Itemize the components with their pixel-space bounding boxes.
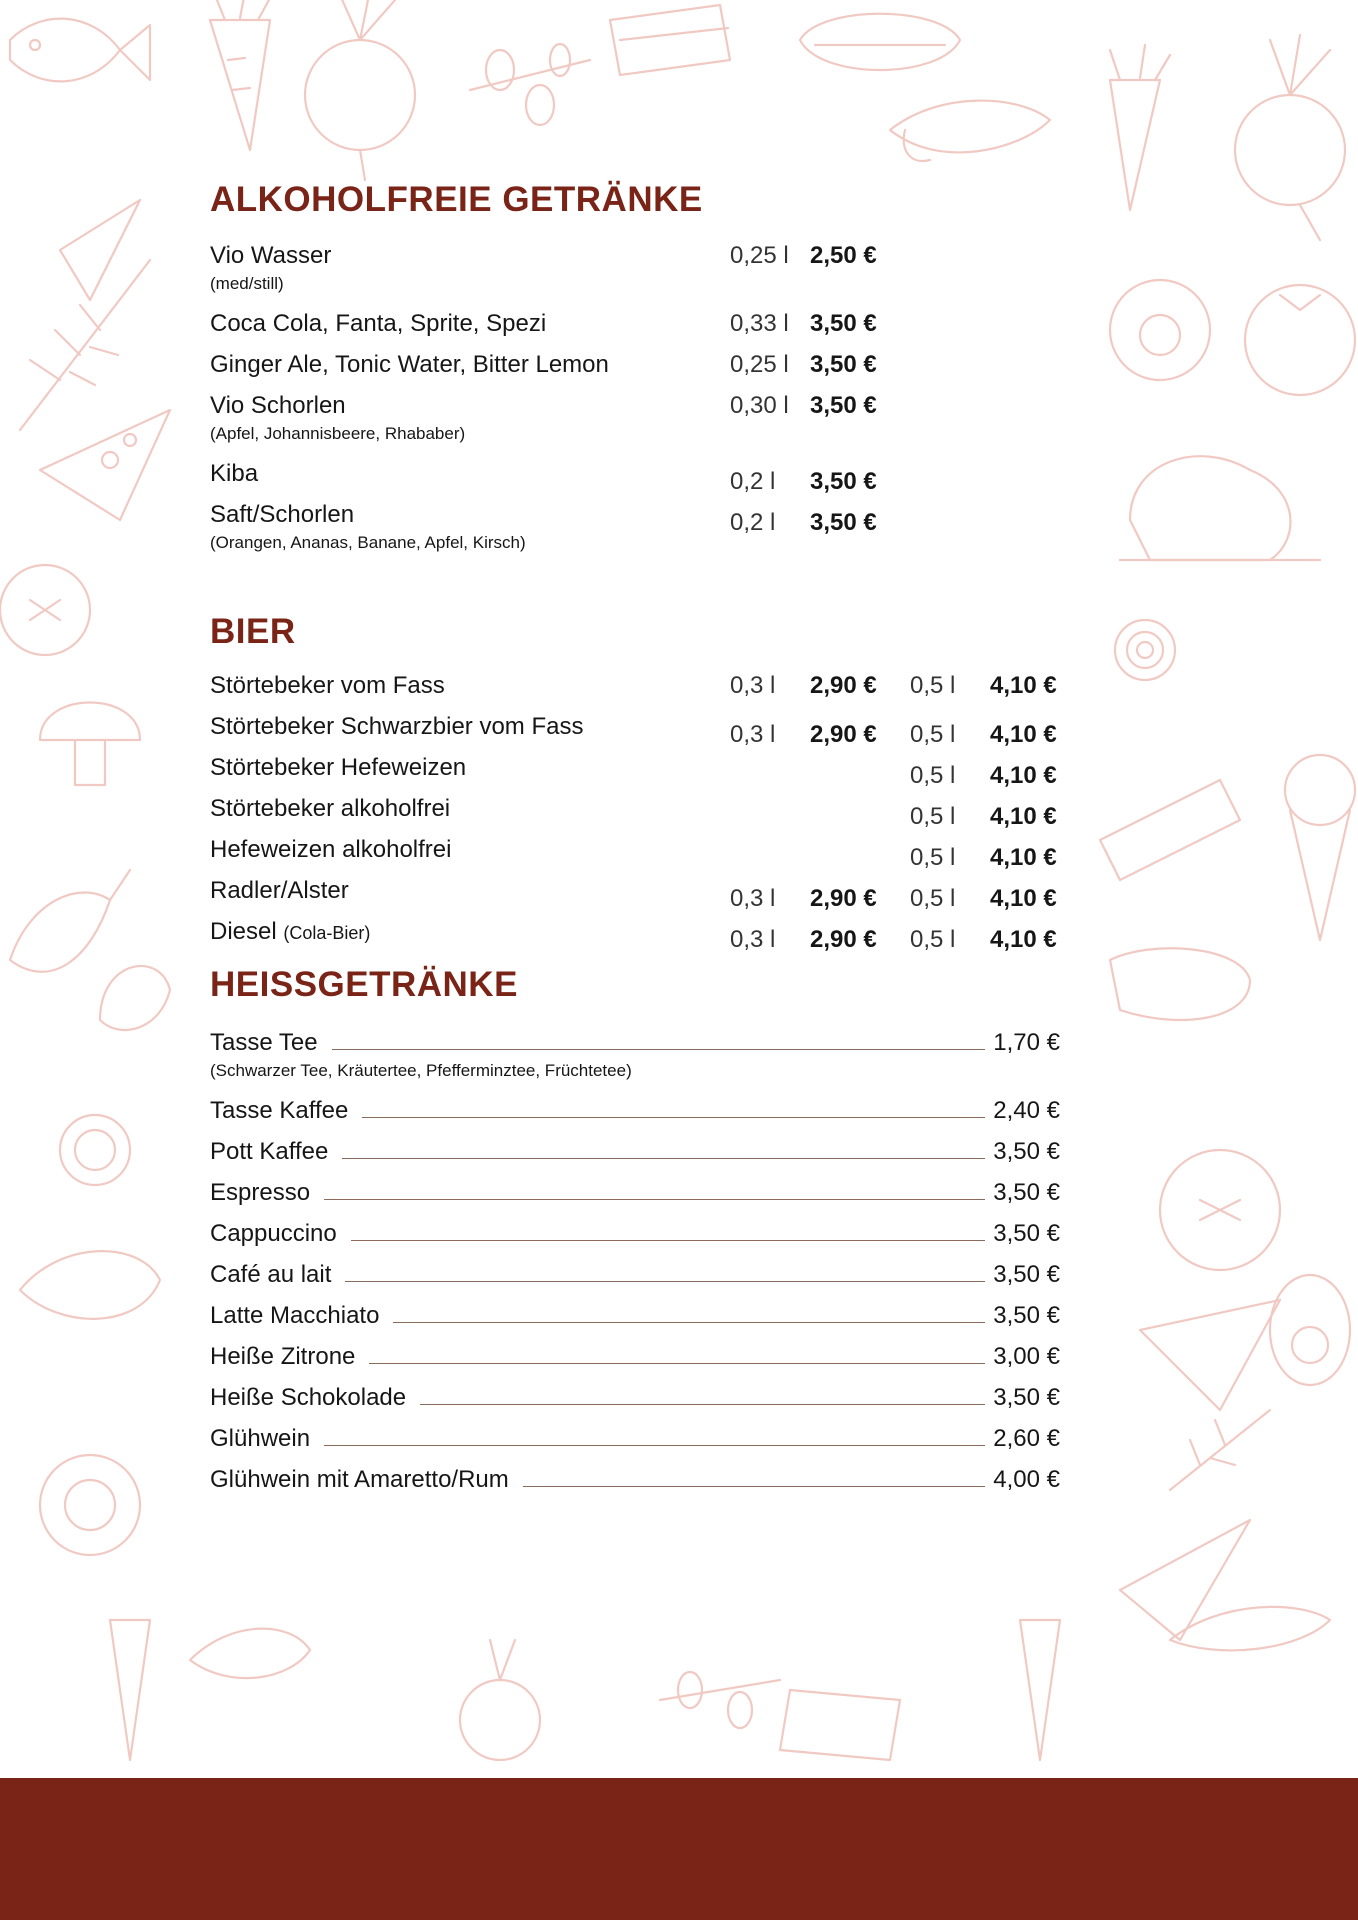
leader-line	[420, 1404, 985, 1405]
item-name: Radler/Alster	[210, 877, 349, 904]
item-volume: 0,33 l	[730, 310, 789, 337]
item-volume: 0,25 l	[730, 351, 789, 378]
item-volume: 0,2 l	[730, 468, 776, 495]
item-inline-note: (Cola-Bier)	[283, 923, 371, 943]
item-note: (Schwarzer Tee, Kräutertee, Pfefferminztee, Früchtetee)	[210, 1061, 632, 1080]
leader-line	[342, 1158, 985, 1159]
item-price: 3,50 €	[810, 310, 877, 337]
menu-item	[210, 1422, 1060, 1454]
item-note: (Apfel, Johannisbeere, Rhababer)	[210, 424, 466, 443]
item-volume-large: 0,5 l	[910, 762, 956, 789]
menu-item	[210, 1176, 1060, 1208]
menu-item	[210, 1381, 1060, 1413]
section-title-bier: BIER	[210, 612, 296, 651]
item-price: 3,50 €	[810, 351, 877, 378]
item-price: 3,50 €	[993, 1384, 1060, 1411]
menu-item	[210, 1094, 1060, 1126]
item-name: Vio Wasser	[210, 242, 332, 269]
item-name: Tasse Kaffee	[210, 1097, 349, 1124]
item-price: 3,00 €	[993, 1343, 1060, 1370]
menu-item	[0, 500, 1358, 560]
leader-line	[324, 1445, 985, 1446]
item-price: 3,50 €	[810, 509, 877, 536]
menu-item	[0, 917, 1358, 977]
item-volume-small: 0,3 l	[730, 672, 776, 699]
item-name: Heiße Schokolade	[210, 1384, 407, 1411]
leader-line	[393, 1322, 985, 1323]
item-volume-large: 0,5 l	[910, 844, 956, 871]
item-price-large: 4,10 €	[990, 672, 1057, 699]
item-price: 4,00 €	[993, 1466, 1060, 1493]
item-name: Diesel	[210, 918, 277, 945]
leader-line	[351, 1240, 986, 1241]
menu-item	[210, 1299, 1060, 1331]
item-price: 2,40 €	[993, 1097, 1060, 1124]
item-price-large: 4,10 €	[990, 844, 1057, 871]
item-name: Latte Macchiato	[210, 1302, 380, 1329]
leader-line	[523, 1486, 985, 1487]
menu-item	[210, 1217, 1060, 1249]
item-name: Coca Cola, Fanta, Sprite, Spezi	[210, 310, 547, 337]
leader-line	[345, 1281, 985, 1282]
item-price: 3,50 €	[993, 1179, 1060, 1206]
item-name: Störtebeker Hefeweizen	[210, 754, 467, 781]
item-price-large: 4,10 €	[990, 926, 1057, 953]
item-price-small: 2,90 €	[810, 672, 877, 699]
section-title-alkoholfrei: ALKOHOLFREIE GETRÄNKE	[210, 180, 703, 219]
item-name: Glühwein mit Amaretto/Rum	[210, 1466, 509, 1493]
item-volume-small: 0,3 l	[730, 926, 776, 953]
item-volume-large: 0,5 l	[910, 672, 956, 699]
item-price-small: 2,90 €	[810, 926, 877, 953]
footer-band	[0, 1778, 1358, 1920]
item-name: Café au lait	[210, 1261, 332, 1288]
leader-line	[362, 1117, 985, 1118]
menu-item	[0, 391, 1358, 451]
item-name: Glühwein	[210, 1425, 311, 1452]
item-price: 3,50 €	[810, 468, 877, 495]
item-volume: 0,2 l	[730, 509, 776, 536]
menu-item	[210, 1340, 1060, 1372]
item-price: 2,50 €	[810, 242, 877, 269]
item-name: Cappuccino	[210, 1220, 337, 1247]
item-volume: 0,25 l	[730, 242, 789, 269]
item-volume: 0,30 l	[730, 392, 789, 419]
menu-item	[210, 1258, 1060, 1290]
item-name: Hefeweizen alkoholfrei	[210, 836, 452, 863]
item-price-large: 4,10 €	[990, 721, 1057, 748]
item-name: Störtebeker vom Fass	[210, 672, 445, 699]
item-price: 3,50 €	[993, 1220, 1060, 1247]
item-name: Ginger Ale, Tonic Water, Bitter Lemon	[210, 351, 609, 378]
item-price-small: 2,90 €	[810, 721, 877, 748]
menu-item	[0, 241, 1358, 301]
item-volume-large: 0,5 l	[910, 926, 956, 953]
item-price: 3,50 €	[993, 1302, 1060, 1329]
leader-line	[369, 1363, 985, 1364]
item-name: Espresso	[210, 1179, 311, 1206]
menu-item	[210, 1026, 1060, 1058]
leader-line	[332, 1049, 986, 1050]
item-price-small: 2,90 €	[810, 885, 877, 912]
item-name: Störtebeker Schwarzbier vom Fass	[210, 713, 584, 740]
item-name: Vio Schorlen	[210, 392, 346, 419]
item-volume-large: 0,5 l	[910, 885, 956, 912]
item-price: 3,50 €	[993, 1261, 1060, 1288]
item-price: 3,50 €	[993, 1138, 1060, 1165]
item-price: 3,50 €	[810, 392, 877, 419]
leader-line	[324, 1199, 985, 1200]
item-name: Pott Kaffee	[210, 1138, 329, 1165]
menu-item	[210, 1135, 1060, 1167]
item-price-large: 4,10 €	[990, 885, 1057, 912]
item-volume-large: 0,5 l	[910, 803, 956, 830]
menu-item	[210, 1463, 1060, 1495]
item-name: Störtebeker alkoholfrei	[210, 795, 451, 822]
item-name: Saft/Schorlen	[210, 501, 355, 528]
item-price-large: 4,10 €	[990, 762, 1057, 789]
item-note: (Orangen, Ananas, Banane, Apfel, Kirsch)	[210, 533, 526, 552]
section-title-heiss: HEISSGETRÄNKE	[210, 965, 518, 1004]
item-price: 2,60 €	[993, 1425, 1060, 1452]
item-volume-large: 0,5 l	[910, 721, 956, 748]
item-name-wrapper	[210, 917, 370, 948]
item-name: Heiße Zitrone	[210, 1343, 356, 1370]
item-volume-small: 0,3 l	[730, 885, 776, 912]
item-name: Tasse Tee	[210, 1029, 318, 1056]
item-name: Kiba	[210, 460, 259, 487]
item-price-large: 4,10 €	[990, 803, 1057, 830]
item-volume-small: 0,3 l	[730, 721, 776, 748]
item-price: 1,70 €	[993, 1029, 1060, 1056]
item-note: (med/still)	[210, 274, 284, 293]
